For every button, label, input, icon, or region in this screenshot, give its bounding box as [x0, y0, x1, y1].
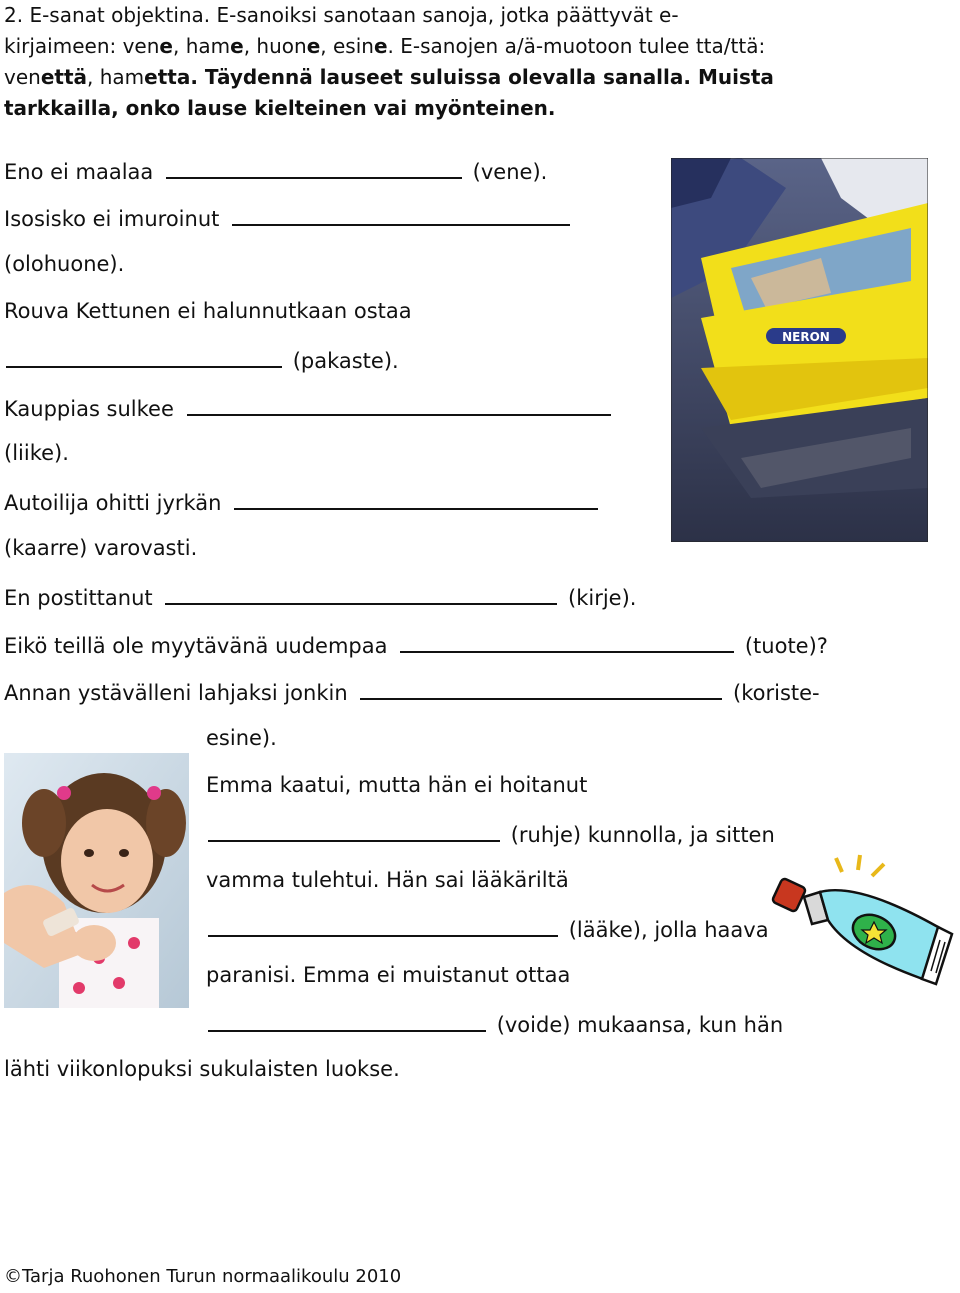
sentence-5-cont [4, 536, 197, 560]
sentence-2-cont [4, 252, 124, 276]
text: , huon [243, 34, 307, 58]
answer-blank[interactable] [166, 157, 462, 179]
copyright-footer [4, 1266, 401, 1287]
sentence-9-cont-6 [4, 1057, 400, 1081]
instruction-line-4 [4, 93, 556, 124]
sentence-1 [4, 157, 547, 184]
answer-blank[interactable] [234, 488, 598, 510]
sentence-4 [4, 394, 615, 421]
text: , esin [320, 34, 374, 58]
bold-ending: e [159, 34, 173, 58]
footer-text: ©Tarja Ruohonen Turun normaalikoulu 2010 [4, 1266, 402, 1287]
answer-blank[interactable] [208, 820, 500, 842]
instruction-line-2 [4, 31, 765, 62]
hint-word: (kaarre) varovasti. [4, 536, 198, 560]
sentence-text: En postittanut [4, 586, 153, 610]
hint-word: (kirje). [568, 586, 637, 610]
sentence-9-cont-4 [206, 963, 570, 987]
answer-blank[interactable] [232, 204, 570, 226]
sentence-text: Eikö teillä ole myytävänä uudempaa [4, 634, 388, 658]
bold-ending: että [40, 65, 88, 89]
hint-word: (koriste- [733, 681, 820, 705]
sentence-text: lähti viikonlopuksi sukulaisten luokse. [4, 1057, 400, 1081]
sentence-7 [4, 631, 828, 658]
text: , ham [173, 34, 231, 58]
answer-blank[interactable] [208, 915, 558, 937]
sentence-5 [4, 488, 602, 515]
sentence-text: vamma tulehtui. Hän sai lääkäriltä [206, 868, 569, 892]
sentence-text: Rouva Kettunen ei halunnutkaan ostaa [4, 299, 412, 323]
instruction-text: 2. E-sanat objektina. E-sanoiksi sanotaan sanoja, jotka päättyvät e- [4, 3, 679, 27]
instruction-line-1 [4, 0, 679, 31]
sentence-8 [4, 678, 820, 705]
bold-ending: e [373, 34, 388, 58]
bold-ending: e [230, 34, 244, 58]
sentence-8-cont [206, 726, 277, 750]
ointment-tube-icon [768, 852, 958, 992]
answer-blank[interactable] [400, 631, 734, 653]
sentence-3 [4, 299, 412, 323]
sentence-9-cont-5 [202, 1010, 783, 1037]
hint-word: (pakaste). [292, 349, 399, 373]
sentence-9-cont-2 [206, 868, 569, 892]
bold-instruction: tarkkailla, onko lause kielteinen vai myönteinen. [4, 96, 556, 120]
sentence-text: Kauppias sulkee [4, 397, 174, 421]
answer-blank[interactable] [187, 394, 611, 416]
bold-ending: etta [144, 65, 191, 89]
answer-blank[interactable] [6, 346, 282, 368]
hint-word: esine). [206, 726, 277, 750]
sentence-6 [4, 583, 636, 610]
answer-blank[interactable] [208, 1010, 486, 1032]
instruction-line-3 [4, 62, 774, 93]
text: ven [4, 65, 41, 89]
hint-word: (lääke), jolla haava [568, 918, 769, 942]
text: . E-sanojen a/ä-muotoon tulee tta/ttä: [387, 34, 766, 58]
text: , ham [87, 65, 145, 89]
sentence-text: paranisi. Emma ei muistanut ottaa [206, 963, 571, 987]
girl-with-bandage-photo [4, 753, 189, 1008]
sentence-9 [206, 773, 587, 797]
hint-word: (liike). [4, 441, 69, 465]
sentence-text: Emma kaatui, mutta hän ei hoitanut [206, 773, 588, 797]
sentence-4-cont [4, 441, 69, 465]
sentence-text: Eno ei maalaa [4, 160, 154, 184]
boat-photo [671, 158, 928, 542]
sentence-9-cont-1 [202, 820, 775, 847]
hint-word: (vene). [472, 160, 548, 184]
sentence-text: Isosisko ei imuroinut [4, 207, 220, 231]
bold-instruction: . Täydennä lauseet suluissa olevalla sanalla. Muista [190, 65, 774, 89]
answer-blank[interactable] [165, 583, 557, 605]
sentence-text: Annan ystävälleni lahjaksi jonkin [4, 681, 348, 705]
answer-blank[interactable] [360, 678, 722, 700]
hint-word: (olohuone). [4, 252, 125, 276]
sentence-text: Autoilija ohitti jyrkän [4, 491, 222, 515]
sentence-2 [4, 204, 574, 231]
svg-text:NERON: NERON [782, 330, 830, 344]
sentence-3-cont [0, 346, 399, 373]
sentence-9-cont-3 [202, 915, 769, 942]
hint-word: (voide) mukaansa, kun hän [496, 1013, 784, 1037]
bold-ending: e [306, 34, 321, 58]
hint-word: (tuote)? [744, 634, 828, 658]
text: kirjaimeen: ven [4, 34, 160, 58]
hint-word: (ruhje) kunnolla, ja sitten [510, 823, 775, 847]
